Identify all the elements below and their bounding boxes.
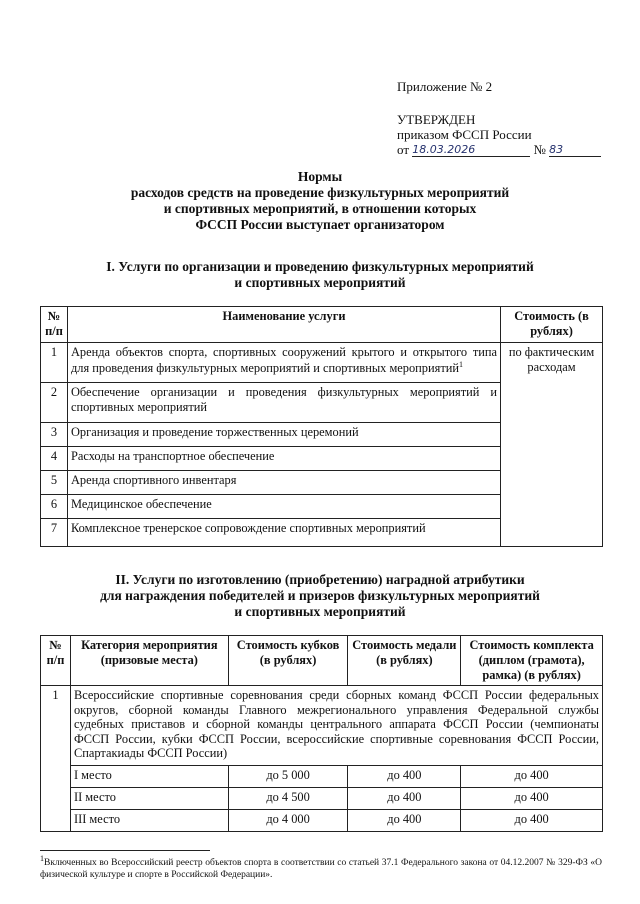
row-service [67, 343, 500, 383]
header-num: № п/п [41, 307, 68, 343]
services-header-row [41, 307, 603, 343]
kit-cell: до 400 [461, 788, 603, 810]
row-num: 5 [41, 471, 68, 495]
approval-block [397, 112, 601, 157]
footnote-ref: 1 [459, 360, 464, 369]
row-service: Аренда спортивного инвентаря [67, 471, 500, 495]
approval-number: 83 [549, 143, 601, 157]
row-service: Организация и проведение торжественных церемоний [67, 423, 500, 447]
approval-by-order: приказом ФССП России [397, 127, 532, 142]
annex-label: Приложение № 2 [397, 79, 493, 94]
footnote-divider [40, 850, 210, 851]
place-cell: II место [70, 788, 228, 810]
approval-no: № [533, 142, 546, 157]
header-category: Категория мероприятия (призовые места) [70, 636, 228, 686]
row-num: 1 [41, 343, 68, 383]
header-medal: Стоимость медали (в рублях) [348, 636, 461, 686]
kit-cell: до 400 [461, 810, 603, 832]
table-row [41, 343, 603, 383]
row-num: 7 [41, 519, 68, 547]
footnote-mark: 1 [40, 854, 44, 863]
section2-heading-line: и спортивных мероприятий [234, 604, 406, 619]
medal-cell: до 400 [348, 810, 461, 832]
medal-cell: до 400 [348, 766, 461, 788]
place-cell: I место [70, 766, 228, 788]
title-line: расходов средств на проведение физкультурных мероприятий [130, 185, 510, 200]
footnote-text: Включенных во Всероссийский реестр объектов спорта в соответствии со статьей 37.1 Федерального закона от 04.12.2007 № 329-ФЗ «О физической культуре и спорте в Российской Федерации». [40, 858, 602, 881]
footnote [40, 853, 602, 881]
section2-heading-line: II. Услуги по изготовлению (приобретению) наградной атрибутики [115, 572, 525, 587]
group-description: Всероссийские спортивные соревнования среди сборных команд ФССП России федеральных округов, сборной команды Главного межрегионального управления Федеральной службы судебных приставов и сборной команды центрального аппарата ФССП России (чемпионаты ФССП России, кубки ФССП России, всероссийские спортивные соревнования ФССП России, Спартакиады ФССП России) [70, 686, 602, 766]
row-service: Медицинское обеспечение [67, 495, 500, 519]
section1-heading-line: и спортивных мероприятий [234, 275, 406, 290]
row-service: Расходы на транспортное обеспечение [67, 447, 500, 471]
header-num: № п/п [41, 636, 71, 686]
group-num: 1 [41, 686, 71, 832]
cups-cell: до 4 000 [228, 810, 348, 832]
section1-heading [60, 259, 580, 291]
services-table [40, 306, 603, 547]
approval-from: от [397, 142, 410, 157]
header-kit: Стоимость комплекта (диплом (грамота), рамка) (в рублях) [461, 636, 603, 686]
awards-table [40, 635, 603, 832]
cups-cell: до 5 000 [228, 766, 348, 788]
approval-label: УТВЕРЖДЕН [397, 112, 476, 127]
row-service: Обеспечение организации и проведения физкультурных мероприятий и спортивных мероприятий [67, 383, 500, 423]
medal-cell: до 400 [348, 788, 461, 810]
section2-heading-line: для награждения победителей и призеров физкультурных мероприятий [100, 588, 540, 603]
document-title [60, 169, 580, 233]
header-cups: Стоимость кубков (в рублях) [228, 636, 348, 686]
cups-cell: до 4 500 [228, 788, 348, 810]
table-row [41, 810, 603, 832]
title-line: ФССП России выступает организатором [195, 217, 445, 232]
place-cell: III место [70, 810, 228, 832]
row-service: Комплексное тренерское сопровождение спортивных мероприятий [67, 519, 500, 547]
table-row [41, 788, 603, 810]
section1-heading-line: I. Услуги по организации и проведению физкультурных мероприятий [106, 259, 534, 274]
kit-cell: до 400 [461, 766, 603, 788]
section2-heading [60, 572, 580, 620]
row-service-text: Аренда объектов спорта, спортивных сооружений крытого и открытого типа для проведения физкультурных мероприятий и спортивных мероприятий [70, 345, 498, 376]
title-line: Нормы [297, 169, 343, 184]
title-line: и спортивных мероприятий, в отношении которых [163, 201, 477, 216]
header-service-name: Наименование услуги [67, 307, 500, 343]
awards-header-row [41, 636, 603, 686]
row-num: 4 [41, 447, 68, 471]
approval-date-line [397, 142, 601, 157]
cost-cell: по фактическим расходам [501, 343, 603, 547]
row-num: 6 [41, 495, 68, 519]
approval-date: 18.03.2026 [412, 143, 530, 157]
table-row [41, 766, 603, 788]
header-cost: Стоимость (в рублях) [501, 307, 603, 343]
row-num: 2 [41, 383, 68, 423]
row-num: 3 [41, 423, 68, 447]
table-row [41, 686, 603, 766]
